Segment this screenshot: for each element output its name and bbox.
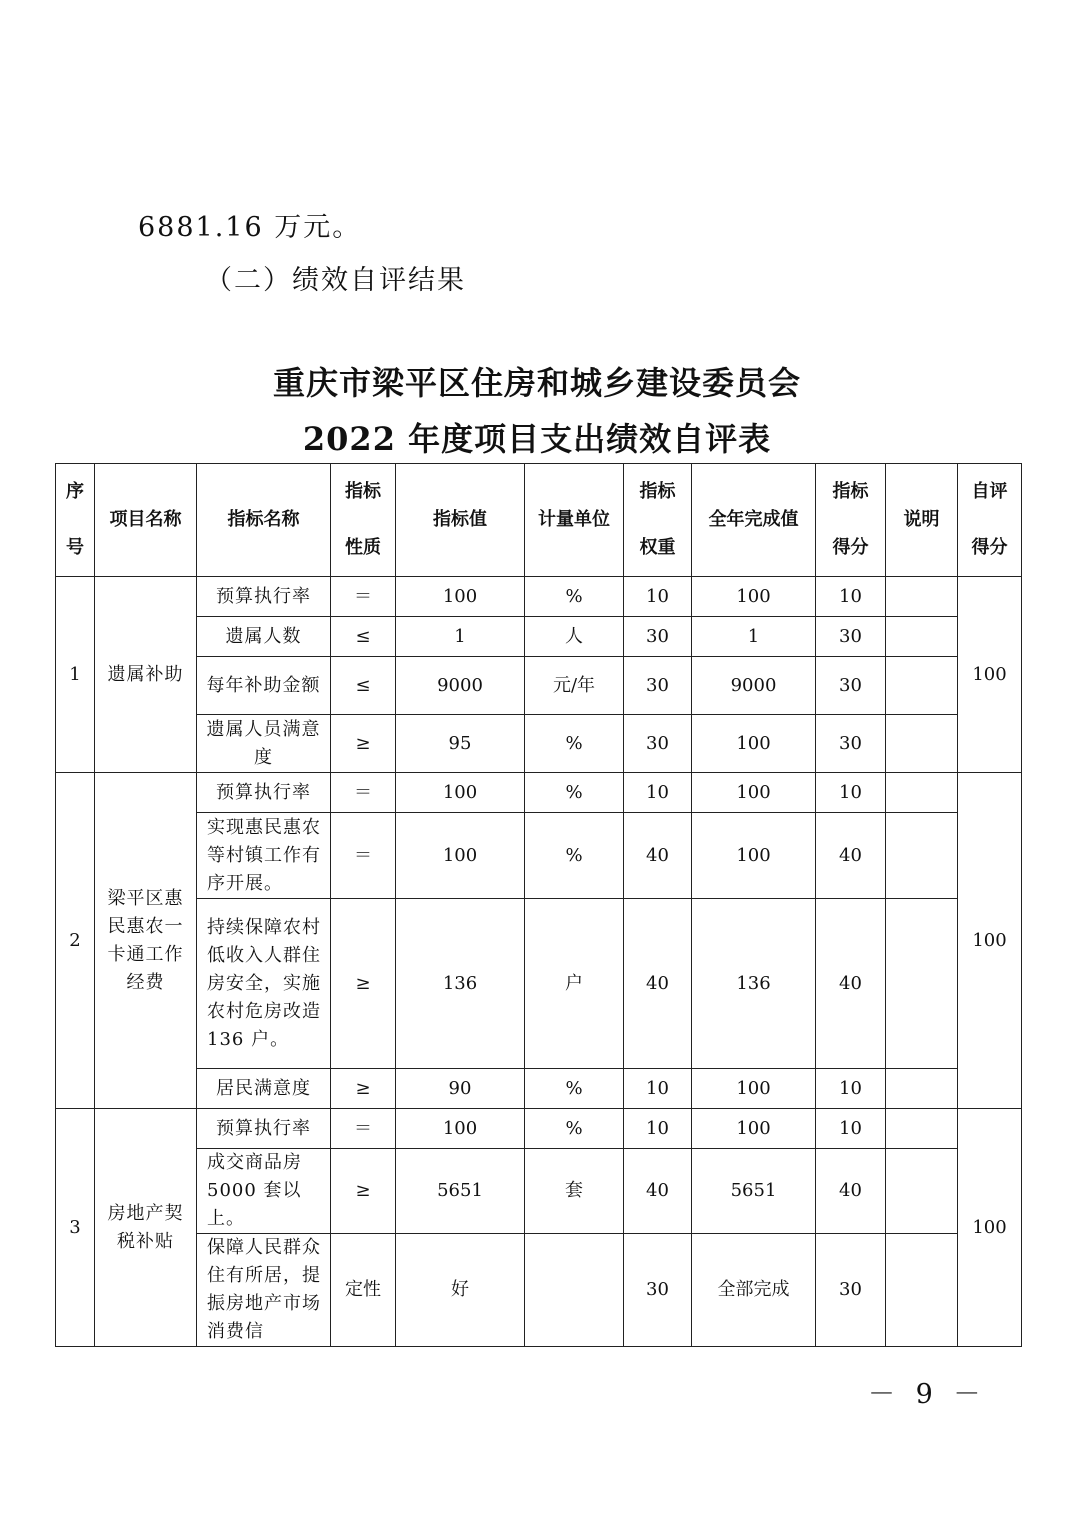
header-seq: [56, 464, 95, 577]
indicator-value: 95: [396, 715, 525, 773]
indicator-weight: 40: [624, 899, 692, 1069]
indicator-nature: ≤: [331, 657, 396, 715]
project-seq: 1: [56, 577, 95, 773]
actual-value: 100: [692, 773, 816, 813]
indicator-score: 10: [816, 1109, 886, 1149]
project-name: 梁平区惠民惠农一卡通工作经费: [95, 773, 197, 1109]
indicator-score: 10: [816, 773, 886, 813]
table-row: [56, 1234, 1022, 1347]
indicator-unit: 元/年: [525, 657, 624, 715]
indicator-score: 40: [816, 899, 886, 1069]
header-project-name: 项目名称: [95, 464, 197, 577]
table-row: [56, 813, 1022, 899]
indicator-weight: 40: [624, 1149, 692, 1234]
actual-value: 100: [692, 813, 816, 899]
indicator-value: 100: [396, 813, 525, 899]
actual-value: 9000: [692, 657, 816, 715]
indicator-unit: [525, 1234, 624, 1347]
project-name: 房地产契税补贴: [95, 1109, 197, 1347]
indicator-weight: 10: [624, 1069, 692, 1109]
note-cell: [886, 1234, 958, 1347]
indicator-unit: %: [525, 813, 624, 899]
indicator-value: 100: [396, 773, 525, 813]
indicator-value: 1: [396, 617, 525, 657]
header-self-score: [958, 464, 1022, 577]
table-row: [56, 1109, 1022, 1149]
note-cell: [886, 577, 958, 617]
indicator-nature: ＝: [331, 1109, 396, 1149]
indicator-name: 实现惠民惠农等村镇工作有序开展。: [197, 813, 331, 899]
header-actual-value: 全年完成值: [692, 464, 816, 577]
indicator-name: 保障人民群众住有所居，提振房地产市场消费信: [197, 1234, 331, 1347]
project-seq: 2: [56, 773, 95, 1109]
indicator-unit: 户: [525, 899, 624, 1069]
table-row: [56, 715, 1022, 773]
indicator-weight: 30: [624, 1234, 692, 1347]
header-nature-top: 指标: [345, 481, 381, 502]
project-name: 遗属补助: [95, 577, 197, 773]
actual-value: 100: [692, 1109, 816, 1149]
header-note: 说明: [886, 464, 958, 577]
section-heading: （二）绩效自评结果: [205, 265, 466, 296]
actual-value: 100: [692, 1069, 816, 1109]
header-indicator-value: 指标值: [396, 464, 525, 577]
indicator-weight: 40: [624, 813, 692, 899]
indicator-weight: 10: [624, 1109, 692, 1149]
indicator-unit: 人: [525, 617, 624, 657]
indicator-unit: %: [525, 1069, 624, 1109]
indicator-score: 40: [816, 1149, 886, 1234]
actual-value: 5651: [692, 1149, 816, 1234]
self-score: 100: [958, 1109, 1022, 1347]
table-row: [56, 773, 1022, 813]
actual-value: 全部完成: [692, 1234, 816, 1347]
note-cell: [886, 617, 958, 657]
page-number: － 9 －: [868, 1379, 987, 1410]
header-seq-bottom: 号: [66, 537, 84, 558]
table-row: [56, 899, 1022, 1069]
indicator-value: 100: [396, 1109, 525, 1149]
note-cell: [886, 1069, 958, 1109]
indicator-nature: ＝: [331, 773, 396, 813]
table-row: [56, 617, 1022, 657]
table-row: [56, 657, 1022, 715]
indicator-unit: %: [525, 715, 624, 773]
indicator-score: 40: [816, 813, 886, 899]
note-cell: [886, 813, 958, 899]
performance-table: [55, 463, 1022, 1347]
indicator-weight: 30: [624, 715, 692, 773]
intro-line-amount: 6881.16 万元。: [138, 212, 362, 243]
indicator-score: 10: [816, 577, 886, 617]
header-indicator-score: [816, 464, 886, 577]
indicator-value: 好: [396, 1234, 525, 1347]
indicator-name: 遗属人数: [197, 617, 331, 657]
header-score-bottom: 得分: [832, 537, 869, 558]
indicator-value: 90: [396, 1069, 525, 1109]
header-self-bottom: 得分: [971, 537, 1008, 558]
table-row: [56, 1069, 1022, 1109]
indicator-value: 5651: [396, 1149, 525, 1234]
indicator-score: 30: [816, 1234, 886, 1347]
indicator-name: 成交商品房 5000 套以上。: [197, 1149, 331, 1234]
indicator-name: 预算执行率: [197, 773, 331, 813]
header-score-top: 指标: [832, 481, 869, 502]
header-weight-top: 指标: [639, 481, 676, 502]
indicator-score: 30: [816, 617, 886, 657]
note-cell: [886, 1149, 958, 1234]
indicator-nature: ≥: [331, 715, 396, 773]
header-seq-top: 序: [66, 481, 84, 502]
actual-value: 100: [692, 715, 816, 773]
indicator-name: 预算执行率: [197, 1109, 331, 1149]
table-row: [56, 577, 1022, 617]
indicator-name: 遗属人员满意度: [197, 715, 331, 773]
self-score: 100: [958, 577, 1022, 773]
indicator-unit: 套: [525, 1149, 624, 1234]
indicator-weight: 30: [624, 657, 692, 715]
actual-value: 100: [692, 577, 816, 617]
indicator-nature: ≥: [331, 1069, 396, 1109]
header-indicator-nature: [331, 464, 396, 577]
indicator-score: 30: [816, 657, 886, 715]
table-row: [56, 1149, 1022, 1234]
note-cell: [886, 773, 958, 813]
actual-value: 136: [692, 899, 816, 1069]
indicator-nature: ≥: [331, 899, 396, 1069]
header-indicator-name: 指标名称: [197, 464, 331, 577]
indicator-nature: ≤: [331, 617, 396, 657]
note-cell: [886, 1109, 958, 1149]
header-row: [56, 464, 1022, 577]
table-title-line-1: 重庆市梁平区住房和城乡建设委员会: [272, 364, 801, 402]
table-title-line-2: 2022 年度项目支出绩效自评表: [302, 420, 772, 458]
indicator-weight: 10: [624, 577, 692, 617]
indicator-weight: 30: [624, 617, 692, 657]
actual-value: 1: [692, 617, 816, 657]
project-seq: 3: [56, 1109, 95, 1347]
indicator-value: 100: [396, 577, 525, 617]
header-weight: [624, 464, 692, 577]
indicator-unit: %: [525, 577, 624, 617]
indicator-nature: 定性: [331, 1234, 396, 1347]
note-cell: [886, 715, 958, 773]
indicator-nature: ＝: [331, 813, 396, 899]
header-unit: 计量单位: [525, 464, 624, 577]
header-self-top: 自评: [971, 481, 1008, 502]
indicator-value: 9000: [396, 657, 525, 715]
indicator-name: 预算执行率: [197, 577, 331, 617]
indicator-name: 居民满意度: [197, 1069, 331, 1109]
indicator-unit: %: [525, 1109, 624, 1149]
indicator-nature: ≥: [331, 1149, 396, 1234]
self-score: 100: [958, 773, 1022, 1109]
header-weight-bottom: 权重: [639, 537, 676, 558]
note-cell: [886, 657, 958, 715]
indicator-score: 10: [816, 1069, 886, 1109]
note-cell: [886, 899, 958, 1069]
indicator-score: 30: [816, 715, 886, 773]
header-nature-bottom: 性质: [345, 537, 381, 558]
indicator-nature: ＝: [331, 577, 396, 617]
indicator-weight: 10: [624, 773, 692, 813]
indicator-unit: %: [525, 773, 624, 813]
indicator-name: 每年补助金额: [197, 657, 331, 715]
indicator-value: 136: [396, 899, 525, 1069]
indicator-name: 持续保障农村低收入人群住房安全，实施农村危房改造 136 户。: [197, 899, 331, 1069]
